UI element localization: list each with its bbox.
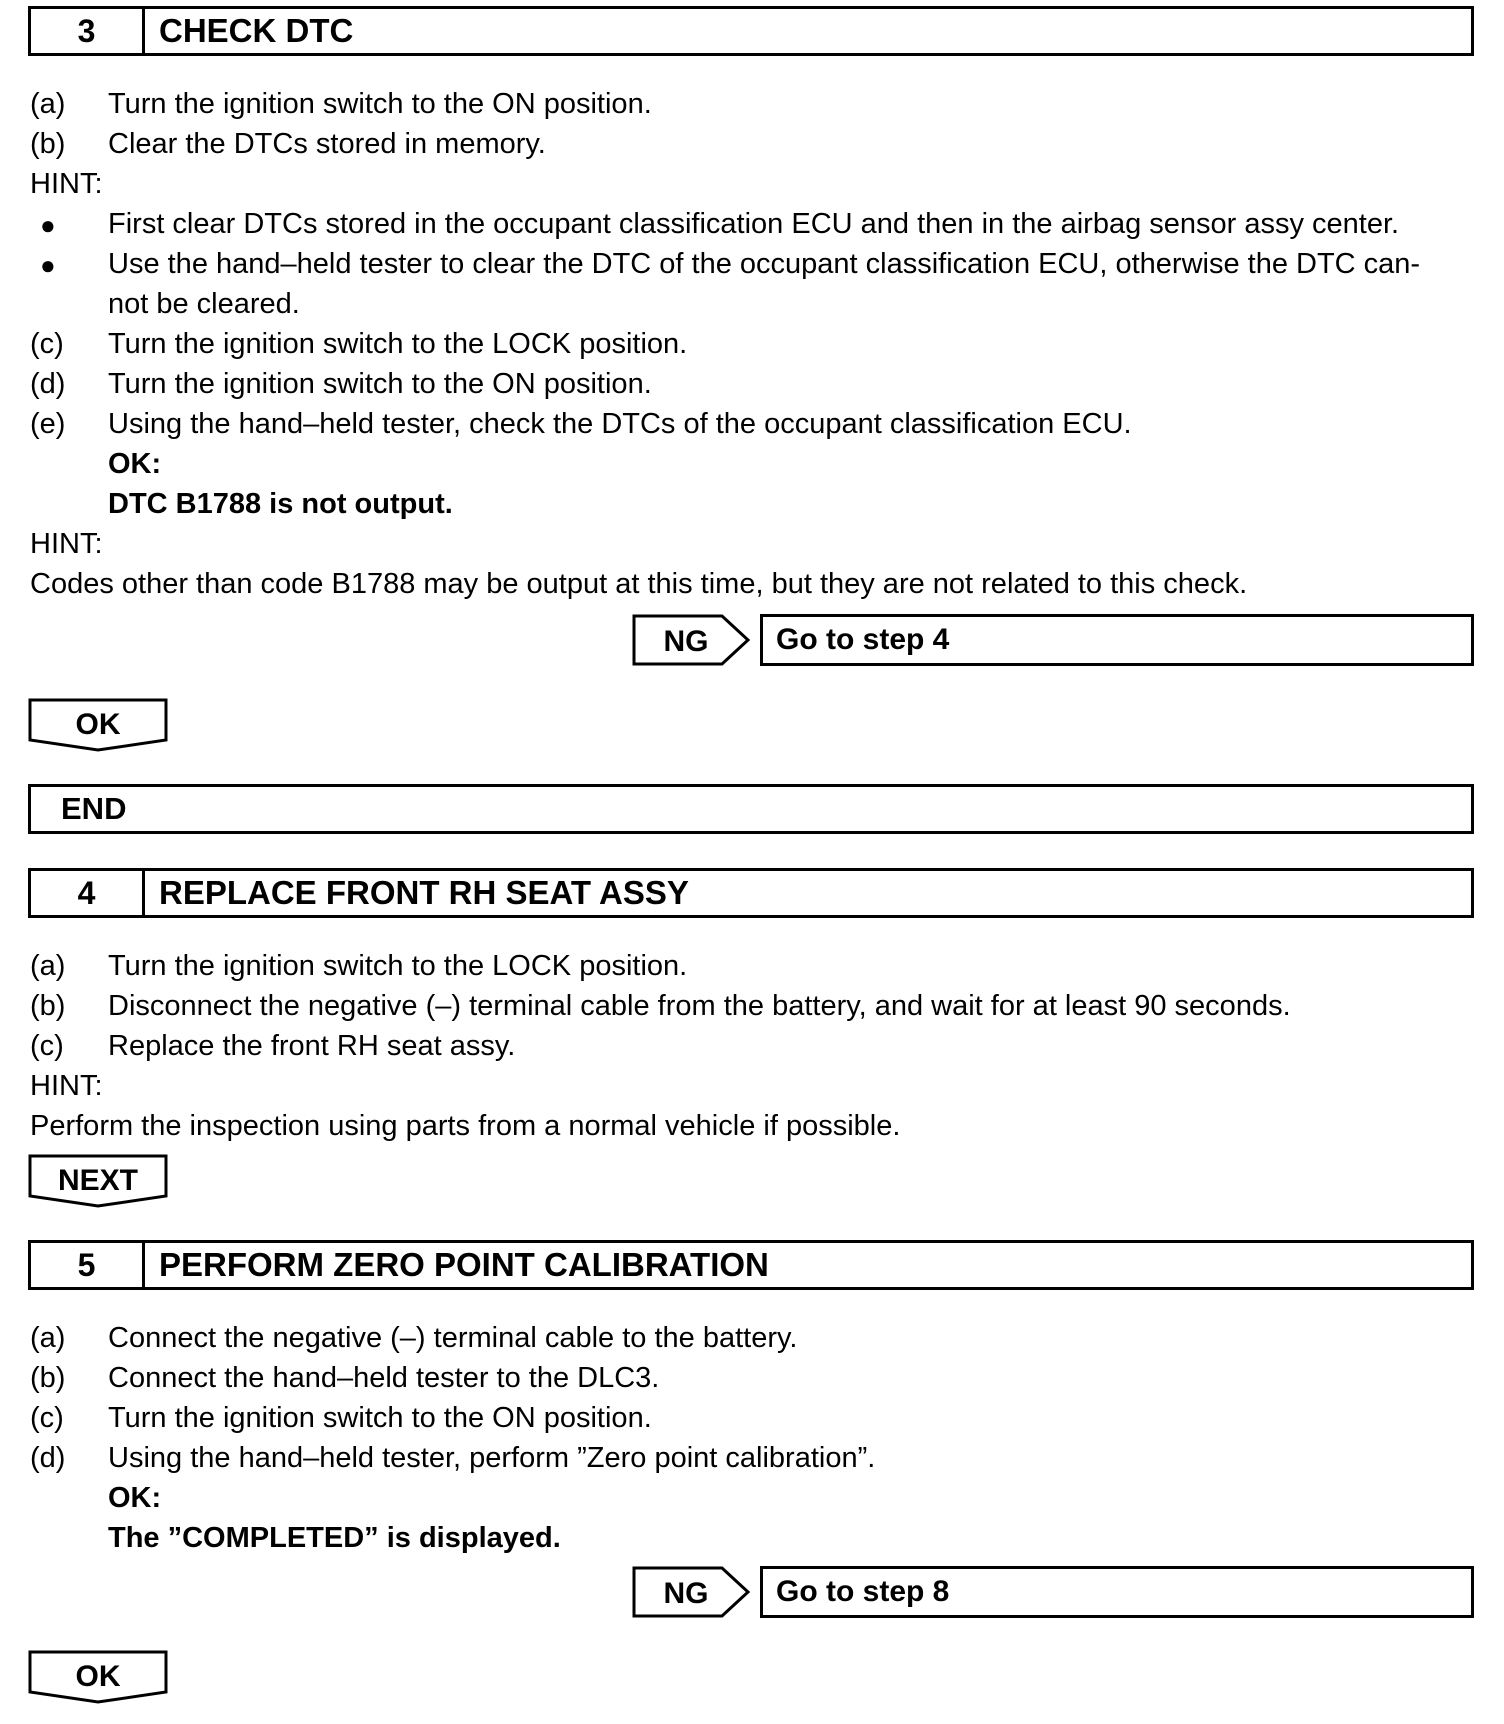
item-label: (c) — [30, 1030, 64, 1062]
ng-label: NG — [663, 1577, 709, 1610]
ok-criteria-label: OK: — [108, 1482, 162, 1514]
end-box — [28, 784, 1474, 834]
item-label: (e) — [30, 408, 66, 440]
item-text: Turn the ignition switch to the ON position. — [108, 368, 652, 400]
item-text: Connect the hand–held tester to the DLC3. — [108, 1362, 660, 1394]
goto-text: Go to step 4 — [776, 623, 950, 656]
item-text: Clear the DTCs stored in memory. — [108, 128, 546, 160]
ok-criteria-text: DTC B1788 is not output. — [108, 488, 453, 520]
next-label: NEXT — [57, 1164, 139, 1197]
item-label: (a) — [30, 88, 66, 120]
item-label: (a) — [30, 950, 66, 982]
ok-label: OK — [75, 708, 121, 741]
ng-arrow[interactable] — [632, 1566, 752, 1618]
hint-bullet-text: not be cleared. — [108, 288, 300, 320]
item-label: (b) — [30, 1362, 66, 1394]
hint-bullet-text: Use the hand–held tester to clear the DTC of the occupant classification ECU, otherwise the DTC can- — [108, 248, 1421, 280]
go-to-step-8[interactable] — [760, 1566, 1474, 1618]
item-label: (b) — [30, 990, 66, 1022]
item-label: (a) — [30, 1322, 66, 1354]
hint-text: Codes other than code B1788 may be output at this time, but they are not related to this check. — [30, 568, 1248, 600]
ok-button[interactable] — [28, 1650, 168, 1704]
hint-text: Perform the inspection using parts from a normal vehicle if possible. — [30, 1110, 901, 1142]
step-number: 4 — [31, 871, 145, 915]
ok-criteria-text: The ”COMPLETED” is displayed. — [108, 1522, 561, 1554]
step-5-header — [28, 1240, 1474, 1290]
item-text: Turn the ignition switch to the LOCK position. — [108, 950, 688, 982]
item-text: Using the hand–held tester, check the DTCs of the occupant classification ECU. — [108, 408, 1132, 440]
item-text: Replace the front RH seat assy. — [108, 1030, 516, 1062]
next-button[interactable] — [28, 1154, 168, 1208]
item-text: Disconnect the negative (–) terminal cable from the battery, and wait for at least 90 seconds. — [108, 990, 1291, 1022]
item-text: Connect the negative (–) terminal cable to the battery. — [108, 1322, 798, 1354]
item-label: (b) — [30, 128, 66, 160]
item-text: Using the hand–held tester, perform ”Zero point calibration”. — [108, 1442, 876, 1474]
item-label: (c) — [30, 328, 64, 360]
end-label: END — [61, 791, 127, 826]
item-text: Turn the ignition switch to the ON position. — [108, 1402, 652, 1434]
hint-label: HINT: — [30, 168, 103, 200]
go-to-step-4[interactable] — [760, 614, 1474, 666]
ok-label: OK — [75, 1660, 121, 1693]
item-label: (d) — [30, 368, 66, 400]
hint-label: HINT: — [30, 528, 103, 560]
step-3-header — [28, 6, 1474, 56]
item-text: Turn the ignition switch to the LOCK position. — [108, 328, 688, 360]
item-text: Turn the ignition switch to the ON position. — [108, 88, 652, 120]
item-label: (d) — [30, 1442, 66, 1474]
ng-label: NG — [663, 625, 709, 658]
bullet-icon: ● — [40, 210, 56, 240]
goto-text: Go to step 8 — [776, 1575, 950, 1608]
ok-button[interactable] — [28, 698, 168, 752]
ok-criteria-label: OK: — [108, 448, 162, 480]
step-number: 3 — [31, 9, 145, 53]
step-number: 5 — [31, 1243, 145, 1287]
step-title: PERFORM ZERO POINT CALIBRATION — [159, 1246, 769, 1283]
item-label: (c) — [30, 1402, 64, 1434]
step-title: REPLACE FRONT RH SEAT ASSY — [159, 874, 689, 911]
step-4-header — [28, 868, 1474, 918]
hint-bullet-text: First clear DTCs stored in the occupant classification ECU and then in the airbag sensor assy center. — [108, 208, 1400, 240]
step-title: CHECK DTC — [159, 12, 354, 49]
hint-label: HINT: — [30, 1070, 103, 1102]
bullet-icon: ● — [40, 250, 56, 280]
ng-arrow[interactable] — [632, 614, 752, 666]
